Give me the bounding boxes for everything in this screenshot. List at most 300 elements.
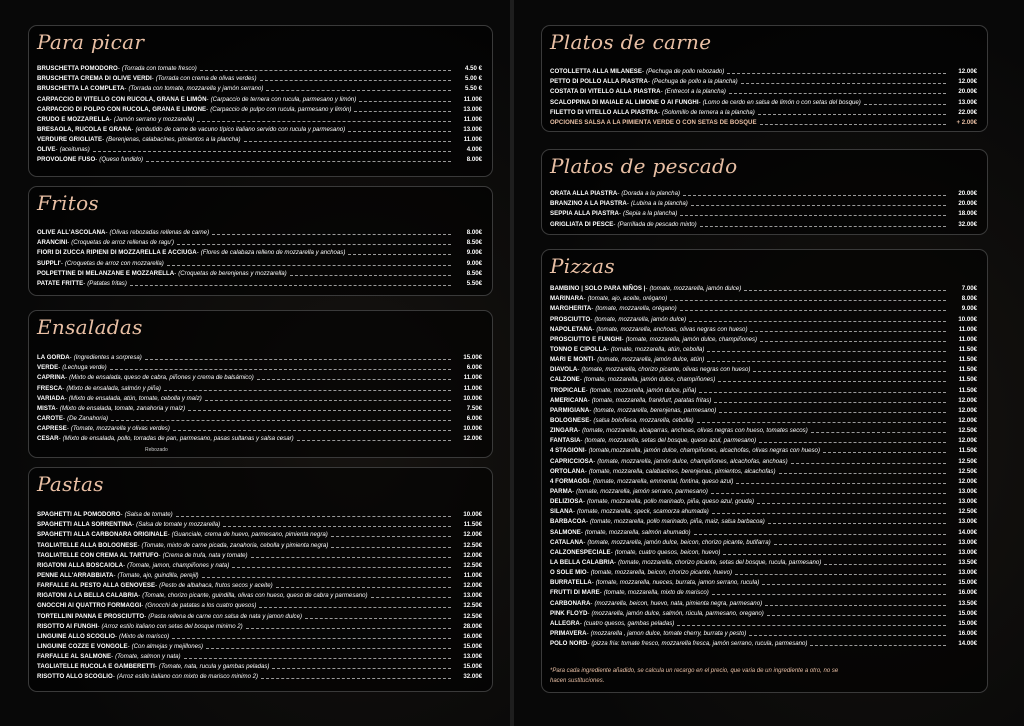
menu-item [550, 639, 977, 649]
dotted-leader [130, 284, 451, 286]
item-name: NAPOLETANA [550, 325, 593, 333]
item-description: (tomate, mozzarella, chorizo picante, olivas negras con hueso) [581, 366, 751, 374]
item-list-para-picar [37, 64, 482, 165]
item-price: 15.00€ [958, 609, 977, 617]
item-price: 14.00€ [958, 528, 977, 536]
item-description: (salsa boloñesa, mozzarella, cebolla) [593, 416, 694, 424]
separator-dash: - [585, 518, 588, 526]
item-price: 12.00€ [463, 582, 482, 590]
item-name: PATATE FRITTE [37, 279, 84, 287]
item-price: 11.00€ [463, 136, 482, 144]
item-price: 13.00€ [958, 569, 977, 577]
dotted-leader [768, 522, 946, 524]
separator-dash: - [583, 538, 586, 546]
item-description: (Carpaccio de ternera con rucula, parmesano y limón) [210, 95, 357, 103]
menu-item [550, 385, 977, 395]
dotted-leader [197, 120, 451, 122]
separator-dash: - [60, 259, 63, 267]
separator-dash: - [120, 511, 123, 519]
separator-dash: - [63, 414, 66, 422]
item-description: (tomate,mozzarella, jamón dulce, champiñones, alcachofas, olivas negras con hueso) [588, 447, 820, 455]
menu-item [37, 238, 482, 248]
menu-item [550, 538, 977, 548]
item-description: (tomate, mozzarella, speck, scamorza ahumada) [577, 508, 709, 516]
dotted-leader [750, 330, 946, 332]
dotted-leader [753, 370, 946, 372]
item-price: 12.00€ [958, 396, 977, 404]
item-name: OLIVE ALL'ASCOLANA [37, 229, 106, 237]
item-description: (Tomate, jamon, champiñones y nata) [127, 561, 230, 569]
item-name: PRIMAVERA [550, 629, 587, 637]
dotted-leader [762, 583, 946, 585]
item-price: 12.50€ [463, 602, 482, 610]
menu-item [550, 108, 977, 118]
item-name: SCALOPPINA DI MAIALE AL LIMONE O AI FUNGHI [550, 98, 699, 106]
item-name: BOLOGNESE [550, 416, 590, 424]
dotted-leader [172, 637, 451, 639]
dotted-leader [232, 566, 451, 568]
menu-item [550, 314, 977, 324]
item-description: (Mixto de ensalada, salmón y piña) [66, 384, 161, 392]
item-description: (tomate, mozzarella, pollo marinado, piña, maiz, salsa barbacoa) [589, 518, 765, 526]
separator-dash: - [587, 609, 590, 617]
item-name: CARPACCIO DI VITELLO CON RUCOLA, GRANA E LIMÓN [37, 95, 207, 103]
item-description: (Lubina a la plancha) [630, 200, 688, 208]
dotted-leader [259, 606, 451, 608]
item-description: (mozzarella, beicon, huevo, nata, pimienta negra, parmesano) [594, 599, 763, 607]
separator-dash: - [123, 561, 126, 569]
item-price: 10.00€ [463, 511, 482, 519]
menu-item [37, 414, 482, 424]
separator-dash: - [580, 528, 583, 536]
menu-item [550, 77, 977, 87]
dotted-leader [244, 140, 451, 142]
item-name: CATALANA [550, 538, 584, 546]
item-price: 11.00€ [958, 335, 977, 343]
item-price: 5.50 € [465, 85, 482, 93]
separator-dash: - [109, 115, 112, 123]
item-description: (Mixto de ensalada, atún, tomate, cebolla y maíz) [68, 394, 202, 402]
item-price: 8.00€ [961, 295, 977, 303]
item-description: (Tomate, mixto de carne picada, zanahoria, cebolla y pimienta negra) [141, 541, 329, 549]
menu-item [37, 530, 482, 540]
item-description: (aceitunas) [59, 146, 90, 154]
menu-item [37, 248, 482, 258]
menu-item [550, 304, 977, 314]
item-price: 4.50 € [465, 65, 482, 73]
dotted-leader [712, 593, 946, 595]
menu-item [550, 467, 977, 477]
dotted-leader [212, 233, 451, 235]
item-description: (tomate, mozzarella, calabacines, berenjenas, pimientos, alcachofas) [588, 467, 776, 475]
item-price: 13.00€ [958, 538, 977, 546]
separator-dash: - [579, 619, 582, 627]
item-name: SPAGHETTI ALLA CARBONARA ORIGINALE [37, 531, 168, 539]
item-description: (Pechuga de pollo a la plancha) [651, 78, 738, 86]
menu-item [37, 520, 482, 530]
dotted-leader [749, 634, 946, 636]
dotted-leader [774, 543, 946, 545]
item-description: (tomate, mozzarella, jamón dulce) [649, 285, 742, 293]
item-description: (Lechuga verde) [62, 364, 107, 372]
item-name: GNOCCHI AI QUATTRO FORMAGGI [37, 602, 142, 610]
separator-dash: - [69, 354, 72, 362]
item-name: VERDE [37, 364, 59, 372]
item-name: PARMIGIANA [550, 406, 590, 414]
separator-dash: - [111, 653, 114, 661]
menu-item [37, 373, 482, 383]
item-name: 4 STAGIONI [550, 447, 585, 455]
menu-item [37, 64, 482, 74]
item-name: TAGLIATELLE ALLA BOLOGNESE [37, 541, 138, 549]
separator-dash: - [580, 437, 583, 445]
separator-dash: - [582, 498, 585, 506]
dotted-leader [354, 110, 451, 112]
dotted-leader [736, 482, 946, 484]
separator-dash: - [66, 425, 69, 433]
separator-dash: - [592, 325, 595, 333]
item-price: 12.00€ [958, 416, 977, 424]
item-price: 12.50€ [463, 561, 482, 569]
dotted-leader [741, 82, 946, 84]
item-name: CALZONESPECIALE [550, 548, 611, 556]
dotted-leader [272, 667, 451, 669]
menu-item [550, 497, 977, 507]
dotted-leader [680, 214, 946, 216]
separator-dash: - [589, 477, 592, 485]
item-name: ARANCINI [37, 239, 68, 247]
dotted-leader [177, 243, 451, 245]
item-name: CAROTE [37, 414, 64, 422]
item-price: 7.00€ [961, 285, 977, 293]
item-description: (Torrada con crema de olivas verdes) [155, 75, 257, 83]
dotted-leader [260, 79, 452, 81]
dotted-leader [257, 378, 451, 380]
item-description: (Mixto de ensalada, tomate, zanahoria y maíz) [59, 404, 186, 412]
item-description: (Jamón serrano y mozzarella) [113, 115, 195, 123]
menu-item [37, 258, 482, 268]
item-description: (Salsa de tomate) [124, 511, 173, 519]
item-list-platos-de-pescado [550, 189, 977, 230]
item-description: (Salsa de tomate y mozzarella) [136, 521, 221, 529]
item-description: (tomate, mozzarella, alcaparras, anchoas, olivas negras con hueso, tomates secos) [582, 427, 808, 435]
item-price: 12.50€ [958, 427, 977, 435]
item-name: ORATA ALLA PIASTRA [550, 190, 618, 198]
item-description: (Queso fundido) [99, 156, 143, 164]
dotted-leader [145, 358, 451, 360]
separator-dash: - [589, 406, 592, 414]
separator-dash: - [151, 75, 154, 83]
separator-dash: - [174, 269, 177, 277]
item-price: 16.00€ [463, 632, 482, 640]
item-description: (tomate, mozzarella, salmón ahumado) [584, 528, 691, 536]
item-description: (tomate, mozzarella, anchoas, olivas negras con hueso) [596, 325, 748, 333]
item-description: (tomate, mozzarella, atún, cebolla) [610, 345, 705, 353]
dotted-leader [791, 462, 946, 464]
item-price: 15.00€ [463, 642, 482, 650]
item-name: BARBACOA [550, 518, 586, 526]
item-description: (Arroz estilo italiano con mixto de marisco minimo 2) [116, 673, 259, 681]
menu-item [550, 619, 977, 629]
item-description: (cuatro quesos, gambas peladas) [583, 619, 675, 627]
section-pizzas [541, 249, 988, 693]
menu-item [550, 416, 977, 426]
dotted-leader [348, 130, 451, 132]
item-name: CAPRICCIOSA [550, 457, 594, 465]
menu-item [37, 135, 482, 145]
item-name: CESAR [37, 435, 59, 443]
separator-dash: - [124, 85, 127, 93]
dotted-leader [697, 421, 946, 423]
section-title-para-picar: Para picar [37, 30, 145, 54]
item-name: PROSCIUTTO E FUNGHI [550, 335, 622, 343]
menu-item [550, 456, 977, 466]
item-price: 13.00€ [958, 98, 977, 106]
menu-item [550, 477, 977, 487]
item-description: (mozzarella, jamón dulce, salmón, rúcula, parmesano, oregano) [591, 609, 764, 617]
option-name: OPCIONES SALSA A LA PIMIENTA VERDE O CON SETAS DE BOSQUE [550, 118, 757, 126]
item-price: 9.00€ [466, 249, 482, 257]
item-description: (Tomate, mozzarella y olivas verdes) [70, 425, 170, 433]
item-price: 12.50€ [958, 508, 977, 516]
item-list-platos-de-carne [550, 67, 977, 128]
item-name: LINGUINE COZZE E VONGOLE [37, 642, 128, 650]
item-name: SPAGHETTI ALLA SORRENTINA [37, 521, 133, 529]
dotted-leader [331, 546, 451, 548]
separator-dash: - [115, 632, 118, 640]
menu-item [37, 581, 482, 591]
item-name: PETTO DI POLLO ALLA PIASTRA [550, 78, 648, 86]
separator-dash: - [599, 589, 602, 597]
item-price: 11.50€ [958, 356, 977, 364]
item-name: 4 FORMAGGI [550, 477, 590, 485]
separator-dash: - [584, 467, 587, 475]
menu-item [550, 568, 977, 578]
item-description: (tomate, mozzarella, jamón dulce, beicon, chorizo picante, butifarra) [587, 538, 771, 546]
separator-dash: - [65, 374, 68, 382]
dotted-leader [176, 515, 451, 517]
separator-dash: - [589, 416, 592, 424]
dotted-leader [824, 563, 946, 565]
section-para-picar [28, 25, 493, 177]
section-title-ensaladas: Ensaladas [37, 315, 143, 339]
item-name: POLPETTINE DI MELANZANE E MOZZARELLA [37, 269, 175, 277]
item-description: (Entrecot a la plancha) [664, 88, 726, 96]
item-name: FIORI DI ZUCCA RIPIENI DI MOZZARELLA E ACCIUGA [37, 249, 197, 257]
menu-item [37, 84, 482, 94]
item-description: (Carpaccio de pulpo con rucula, parmesano y limón) [210, 105, 352, 113]
item-name: TAGLIATELLE RUCOLA E GAMBERETTI [37, 663, 155, 671]
menu-item [550, 507, 977, 517]
item-description: (tomate, mozzarella, berenjenas, parmesano) [593, 406, 717, 414]
dotted-leader [823, 451, 946, 453]
menu-item [550, 446, 977, 456]
dotted-leader [266, 89, 451, 91]
separator-dash: - [117, 65, 120, 73]
item-name: MISTA [37, 404, 56, 412]
separator-dash: - [62, 384, 65, 392]
item-price: 5.00 € [465, 75, 482, 83]
item-name: O SOLE MIO [550, 569, 587, 577]
item-description: (Gnocchi de patatas a los cuatro quesos) [145, 602, 257, 610]
item-price: 13.50€ [958, 558, 977, 566]
separator-dash: - [577, 366, 580, 374]
section-title-pastas: Pastas [37, 472, 104, 496]
item-price: 12.00€ [958, 406, 977, 414]
item-name: ZINGARA [550, 427, 579, 435]
menu-item [550, 365, 977, 375]
dotted-leader [694, 533, 946, 535]
item-list-pastas [37, 510, 482, 682]
separator-dash: - [642, 68, 645, 76]
item-name: CRUDO E MOZZARELLA [37, 115, 110, 123]
item-description: (Lomo de cerdo en salsa de limón o con setas del bosque) [702, 98, 861, 106]
item-name: FARFALLE AL PESTO ALLA GENOVESE [37, 582, 156, 590]
item-description: (Pechuga de pollo rebozado) [646, 68, 725, 76]
item-name: CALZONE [550, 376, 580, 384]
item-name: PROVOLONE FUSO [37, 156, 96, 164]
section-title-platos-de-carne: Platos de carne [550, 30, 712, 54]
separator-dash: - [158, 551, 161, 559]
dotted-leader [276, 586, 451, 588]
item-price: 8.00€ [466, 229, 482, 237]
item-price: 13.00€ [958, 548, 977, 556]
item-description: (Sepia a la plancha) [623, 210, 678, 218]
dotted-leader [184, 657, 451, 659]
separator-dash: - [137, 541, 140, 549]
item-name: BRUSCHETTA CREMA DI OLIVE VERDI [37, 75, 152, 83]
item-price: 11.50€ [958, 386, 977, 394]
menu-item [37, 611, 482, 621]
menu-item [550, 87, 977, 97]
separator-dash: - [55, 404, 58, 412]
item-price: 9.00€ [961, 305, 977, 313]
item-description: (pizza fria: tomate fresco, mozzarella fresca, jamón serrano, rucula, parmesano) [591, 640, 808, 648]
separator-dash: - [579, 376, 582, 384]
menu-item [37, 551, 482, 561]
item-description: (tomate, mozzarella, jamón dulce, champiñones) [583, 376, 716, 384]
dotted-leader [735, 573, 946, 575]
item-description: (tomate, mozzarella, jamón dulce) [594, 315, 687, 323]
menu-item [37, 125, 482, 135]
menu-item [37, 434, 482, 444]
item-price: 13.00€ [958, 498, 977, 506]
menu-item [550, 487, 977, 497]
item-price: 13.00€ [463, 653, 482, 661]
dotted-leader [712, 512, 946, 514]
menu-item [550, 406, 977, 416]
dotted-leader [331, 535, 451, 537]
item-description: (Tomate, ajo, guindilla, perejil) [117, 571, 199, 579]
item-price: 5.50€ [466, 279, 482, 287]
dotted-leader [683, 194, 946, 196]
item-description: (Dorada a la plancha) [621, 190, 680, 198]
item-description: (Torrada con tomate fresco) [121, 65, 197, 73]
item-name: COSTATA DI VITELLO ALLA PIASTRA [550, 88, 661, 96]
item-price: 8.00€ [466, 156, 482, 164]
item-price: 12.50€ [463, 541, 482, 549]
item-description: (mozzarella , jamon dulce, tomate cherry, burrata y pesto) [590, 629, 747, 637]
section-fritos [28, 186, 493, 296]
item-price: 11.00€ [463, 115, 482, 123]
item-description: (Parrillada de pescado mixto) [617, 220, 697, 228]
item-price: 11.00€ [958, 325, 977, 333]
item-name: FANTASIA [550, 437, 581, 445]
dotted-leader [305, 617, 451, 619]
item-price: 28.00€ [463, 622, 482, 630]
menu-item [550, 527, 977, 537]
separator-dash: - [55, 146, 58, 154]
item-name: CAPRESE [37, 425, 67, 433]
item-name: SALMONE [550, 528, 581, 536]
item-name: BURRATELLA [550, 579, 592, 587]
menu-item [37, 383, 482, 393]
dotted-leader [718, 380, 946, 382]
menu-item [37, 155, 482, 165]
menu-item [37, 269, 482, 279]
separator-dash: - [590, 599, 593, 607]
item-price: 12.50€ [958, 467, 977, 475]
item-price: 6.00€ [466, 414, 482, 422]
dotted-leader [246, 627, 451, 629]
item-name: TAGLIATELLE CON CREMA AL TARTUFO [37, 551, 159, 559]
separator-dash: - [206, 105, 209, 113]
separator-dash: - [586, 569, 589, 577]
item-description: (Pesto de albahaca, frutos secos y aceite) [159, 582, 273, 590]
menu-item [550, 598, 977, 608]
dotted-leader [188, 409, 451, 411]
menu-item [37, 424, 482, 434]
separator-dash: - [97, 622, 100, 630]
dotted-leader [167, 264, 451, 266]
item-description: (tomate, mozzarella, mixto de marisco) [603, 589, 709, 597]
dotted-leader [714, 401, 946, 403]
section-platos-de-carne [541, 25, 988, 132]
pizza-ingredient-note: *Para cada ingrediente añadido, se calcula un recargo en el precio, que varia de un ingrediente a otro, no se hacen sustituciones. [550, 668, 839, 684]
menu-option-row [550, 118, 977, 128]
item-description: (Flores de calabaza relleno de mozzarella y anchoas) [200, 249, 346, 257]
item-price: 8.50€ [466, 239, 482, 247]
item-price: 12.00€ [958, 68, 977, 76]
item-description: (tomate, mozzarella, frankfurt, patatas fritas) [591, 396, 712, 404]
menu-item [37, 279, 482, 289]
item-name: TROPICALE [550, 386, 586, 394]
item-price: 11.50€ [958, 376, 977, 384]
item-description: (tomate, mozzarella, chorizo picante, setas del bosque, rucula, parmesano) [618, 558, 822, 566]
item-name: ALLEGRA [550, 619, 580, 627]
item-name: CARPACCIO DI POLPO CON RUCOLA, GRANA E LIMONE [37, 105, 207, 113]
item-price: 9.00€ [466, 259, 482, 267]
separator-dash: - [105, 229, 108, 237]
item-description: (Solomillo de ternera a la plancha) [662, 108, 755, 116]
separator-dash: - [613, 220, 616, 228]
item-name: VARIADA [37, 394, 65, 402]
dotted-leader [173, 429, 451, 431]
menu-item [550, 335, 977, 345]
item-description: (Croquetas de arroz con mozzarella) [64, 259, 164, 267]
dotted-leader [757, 502, 946, 504]
separator-dash: - [660, 88, 663, 96]
item-price: 11.50€ [463, 521, 482, 529]
dotted-leader [760, 340, 946, 342]
item-price: 15.00€ [958, 579, 977, 587]
item-description: (Guanciale, crema de huevo, parmesano, pimienta negra) [171, 531, 328, 539]
dotted-leader [760, 123, 946, 125]
dotted-leader [348, 253, 451, 255]
dotted-leader [670, 299, 946, 301]
item-description: (tomate, mozzarella, nueces, burrata, jamon serrano, rucula) [595, 579, 760, 587]
section-pastas [28, 467, 493, 692]
